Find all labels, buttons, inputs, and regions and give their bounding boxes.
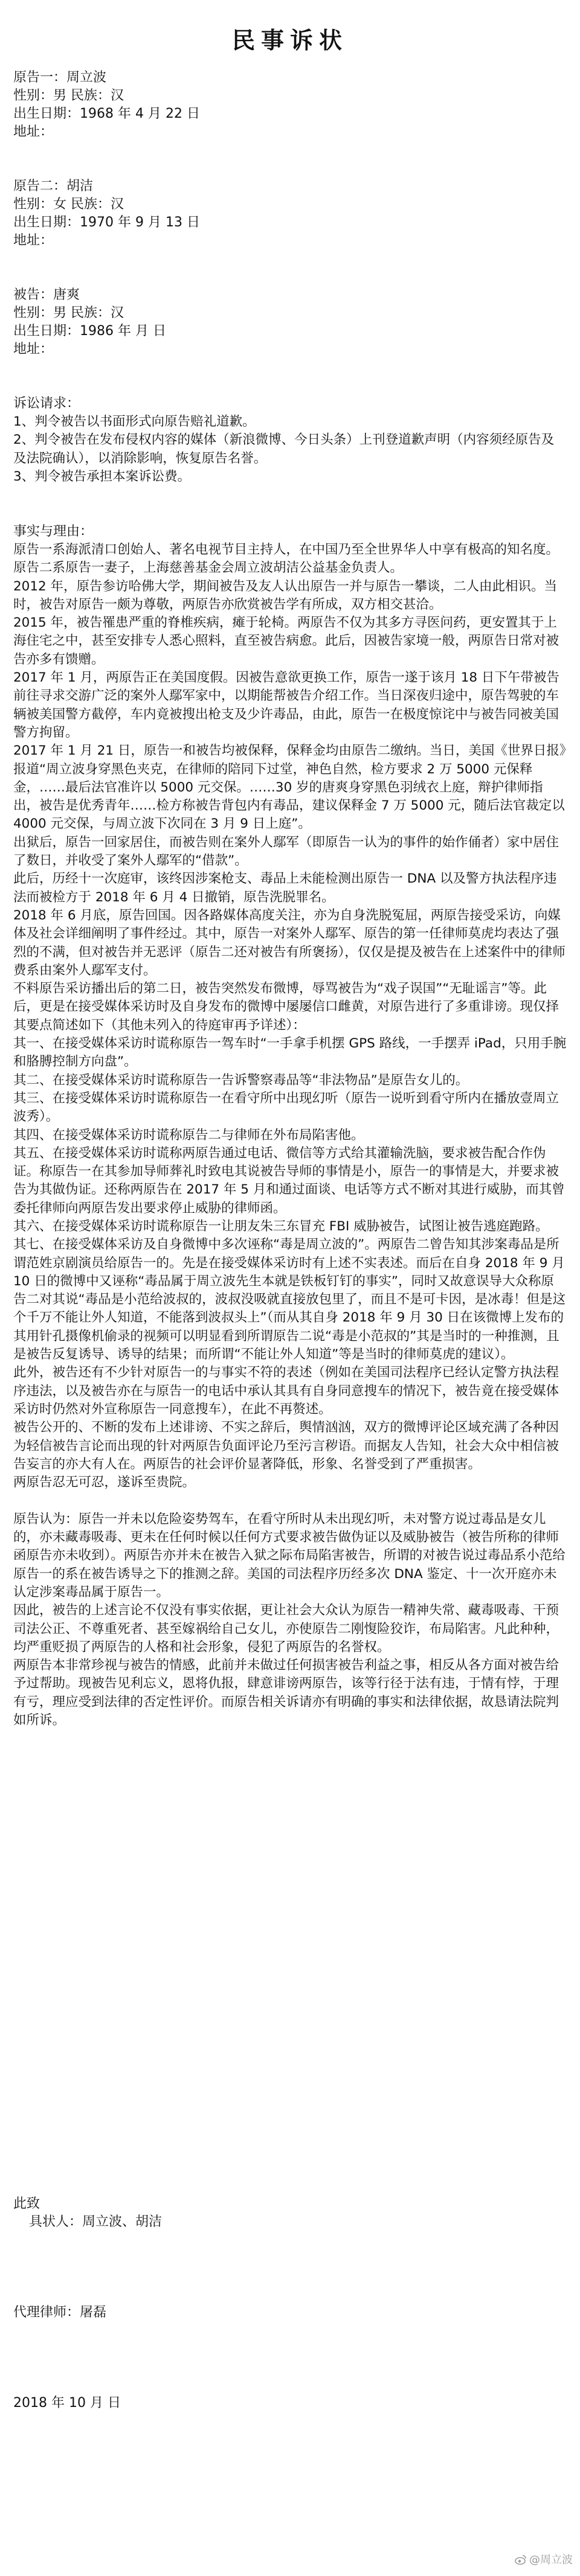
facts-paragraph: 2017 年 1 月，两原告正在美国度假。因被告意欲更换工作，原告一遂于该月 18 日下午带被告前往寻求交游广泛的案外人鄢军家中，以期能帮被告介绍工作。当日深夜归途中，原告驾驶的车辆被美国警方截停，车内竟被搜出枪支及少许毒品，由此，原告一在极度惊诧中与被告同被美国警方拘留。	[13, 670, 559, 740]
closing-salutation: 此致	[13, 2196, 40, 2211]
defendant-heading: 被告：唐爽	[13, 287, 80, 302]
facts-paragraph: 不料原告采访播出后的第二日，被告突然发布微博，辱骂被告为“戏子误国”“无耻谣言”等。此后，更是在接受媒体采访时及自身发布的微博中屡屡信口雌黄，对原告进行了多重诽谤。现仅择其要点简述如下（其他未列入的待庭审再予详述）：	[13, 981, 559, 1033]
plaintiff2-address: 地址：	[13, 233, 54, 248]
facts-paragraph: 其三、在接受媒体采访时谎称原告一在看守所中出现幻听（原告一说听到看守所内在播放壹周立波秀）。	[13, 1090, 559, 1125]
facts-paragraph: 其六、在接受媒体采访时谎称原告一让朋友朱三东冒充 FBI 威胁被告，试图让被告逃庭跑路。	[13, 1218, 549, 1234]
plaintiff2-heading: 原告二：胡洁	[13, 179, 94, 194]
facts-paragraph: 此后，历经十一次庭审，该终因涉案枪支、毒品上未能检测出原告一 DNA 以及警方执法程序违法而被检方于 2018 年 6 月 4 日撤销，原告洗脱罪名。	[13, 871, 557, 905]
claim-item: 3、判令被告承担本案诉讼费。	[13, 468, 191, 484]
plaintiff1-birth: 出生日期：1968 年 4 月 22 日	[13, 106, 200, 121]
facts-paragraph: 2012 年，原告参访哈佛大学，期间被告及友人认出原告一并与原告一攀谈，二人由此相识。当时，被告对原告一颇为尊敬，两原告亦欣赏被告学有所成，双方相交甚洽。	[13, 578, 558, 612]
plaintiff2-gender: 性别：女 民族：汉	[13, 197, 124, 212]
document-title: 民事诉状	[231, 27, 348, 54]
facts-paragraph: 其五、在接受媒体采访时谎称两原告通过电话、微信等方式给其灌输洗脑，要求被告配合作伪证。称原告一在其参加导师葬礼时致电其说被告导师的事情是小，原告一的事情是大，并要求被告为其做伪证。还称两原告在 2017 年 5 月和通过面谈、电话等方式不断对其进行威胁，而其曾委托律师向两原告发出要求停止威胁的律师函。	[13, 1145, 565, 1216]
facts-paragraph: 两原告本非常珍视与被告的情感，此前并未做过任何损害被告利益之事，相反从各方面对被告给予过帮助。现被告见利忘义，恩将仇报，肆意诽谤两原告，该等行径于法有违，于情有悖，于理有亏，理应受到法律的否定性评价。而原告相关诉请亦有明确的事实和法律依据，故恳请法院判如所诉。	[13, 1658, 559, 1728]
facts-heading: 事实与理由：	[13, 524, 94, 539]
facts-paragraph	[13, 1492, 567, 1510]
facts-paragraph: 出狱后，原告一回家居住，而被告则在案外人鄢军（即原告一认为的事件的始作俑者）家中居住了数日，并收受了案外人鄢军的“借款”。	[13, 834, 559, 869]
facts-paragraph: 其四、在接受媒体采访时谎称原告二与律师在外布局陷害他。	[13, 1127, 364, 1143]
facts-paragraph: 原告认为：原告一并未以危险姿势驾车，在看守所时从未出现幻听，未对警方说过毒品是女儿的，亦未藏毒吸毒、更未在任何时候以任何方式要求被告做伪证以及威胁被告（被告所称的律师函原告亦未收到）。两原告亦并未在被告入狱之际布局陷害被告，所谓的对被告说过毒品系小范给原告一的系在被告诱导之下的推测之辞。美国的司法程序历经多次 DNA 鉴定、十一次开庭亦未认定涉案毒品属于原告一。	[13, 1511, 566, 1600]
lawyer-signature: 代理律师：屠磊	[13, 2305, 107, 2320]
facts-paragraph: 2015 年，被告罹患严重的脊椎疾病，瘫于轮椅。两原告不仅为其多方寻医问药，更安置其于上海住宅之中，甚至安排专人悉心照料，直至被告病愈。此后，因被告家境一般，两原告日常对被告亦多有馈赠。	[13, 615, 559, 667]
facts-paragraph: 两原告忍无可忍，遂诉至贵院。	[13, 1475, 196, 1491]
plaintiff1-address: 地址：	[13, 124, 54, 139]
facts-paragraph: 被告公开的、不断的发布上述诽谤、不实之辞后，舆情汹汹，双方的微博评论区域充满了各种因为轻信被告言论而出现的针对两原告负面评论乃至污言秽语。而据友人告知，社会大众中相信被告妄言的亦大有人在。两原告的社会评价显著降低，形象、名誉受到了严重损害。	[13, 1420, 559, 1472]
claim-item: 2、判令被告在发布侵权内容的媒体（新浪微博、今日头条）上刊登道歉声明（内容须经原告及及法院确认），以消除影响，恢复原告名誉。	[13, 432, 555, 466]
facts-paragraph: 其七、在接受媒体采访及自身微博中多次诬称“毒是周立波的”。两原告二曾告知其涉案毒品是所谓范姓京剧演员给原告一的。先是在接受媒体采访时有上述不实表述。而后在自身 2018 年 9 月 10 日的微博中又诬称“毒品属于周立波先生本就是铁板钉钉的事实”，同时又故意误导大众称原告二对其说“毒品是小范给波叔的，波叔没吸就直接放包里了，而且不是可卡因，是冰毒！但是这个千万不能让外人知道，不能落到波叔头上”（而从其自身 2018 年 9 月 30 日在该微博上发布的其用针孔摄像机偷录的视频可以明显看到所谓原告二说“毒是小范叔的”其是当时的一种推测，且是被告反复诱导、诱导的结果；而所谓“不能让外人知道”等是当时的律师莫虎的建议）。	[13, 1237, 566, 1363]
weibo-watermark	[515, 2551, 573, 2567]
claims-list	[13, 413, 567, 486]
claims-heading: 诉讼请求：	[13, 396, 80, 411]
defendant-birth: 出生日期：1986 年 月 日	[13, 324, 166, 339]
watermark-text: @周立波	[529, 2554, 573, 2566]
plaintiff1-heading: 原告一：周立波	[13, 70, 107, 85]
defendant-address: 地址：	[13, 342, 54, 357]
facts-paragraph: 此外，被告还有不少针对原告一的与事实不符的表述（例如在美国司法程序已经认定警方执法程序违法，以及被告亦在与原告一的电话中承认其具有自身同意搜车的情况下，被告竟在接受媒体采访时仍然对外宣称原告一同意搜车），在此不再赘述。	[13, 1365, 559, 1417]
document-date: 2018 年 10 月 日	[13, 2395, 121, 2411]
plaintiff2-birth: 出生日期：1970 年 9 月 13 日	[13, 215, 200, 230]
facts-paragraph: 2018 年 6 月底，原告回国。因各路媒体高度关注，亦为自身洗脱冤屈，两原告接受采访，向媒体及社会详细阐明了事件经过。其中，原告一对案外人鄢军、原告的第一任律师莫虎均表达了强烈的不满，但对被告并无恶评（原告二还对被告有所褒扬），仅仅是提及被告在上述案件中的律师费系由案外人鄢军支付。	[13, 907, 566, 978]
weibo-icon	[515, 2554, 527, 2566]
facts-paragraph: 因此，被告的上述言论不仅没有事实依据，更让社会大众认为原告一精神失常、藏毒吸毒、干预司法公正、不尊重死者、甚至嫁祸给自己女儿，亦使原告二刚愎险狡诈，布局陷害。凡此种种，均严重贬损了两原告的人格和社会形象，侵犯了两原告的名誉权。	[13, 1603, 559, 1655]
plaintiffs-signature: 具状人：周立波、胡洁	[29, 2214, 163, 2229]
facts-body	[13, 541, 567, 1730]
facts-paragraph: 其二、在接受媒体采访时谎称原告一告诉警察毒品等“非法物品”是原告女儿的。	[13, 1072, 469, 1088]
plaintiff1-gender: 性别：男 民族：汉	[13, 88, 124, 103]
facts-paragraph: 原告一系海派清口创始人、著名电视节目主持人，在中国乃至全世界华人中享有极高的知名度。原告二系原告一妻子，上海慈善基金会周立波胡洁公益基金负责人。	[13, 542, 559, 576]
claim-item: 1、判令被告以书面形式向原告赔礼道歉。	[13, 414, 256, 429]
facts-paragraph: 其一、在接受媒体采访时谎称原告一驾车时“一手拿手机摆 GPS 路线，一手摆弄 iPad，只用手腕和胳膊控制方向盘”。	[13, 1036, 567, 1070]
facts-paragraph: 2017 年 1 月 21 日，原告一和被告均被保释，保释金均由原告二缴纳。当日，美国《世界日报》报道“周立波身穿黑色夹克，在律师的陪同下过堂，神色自然，检方要求 2 万 5000 元保释金，……最后法官准许以 5000 元交保。……30 岁的唐爽身穿黑色羽绒衣上庭，辩护律师指出，被告是优秀青年……检方称被告背包内有毒品，建议保释金 7 万 5000 元，随后法官裁定以 4000 元交保，与周立波下次同在 3 月 9 日上庭”。	[13, 743, 566, 832]
defendant-gender: 性别：男 民族：汉	[13, 305, 124, 321]
